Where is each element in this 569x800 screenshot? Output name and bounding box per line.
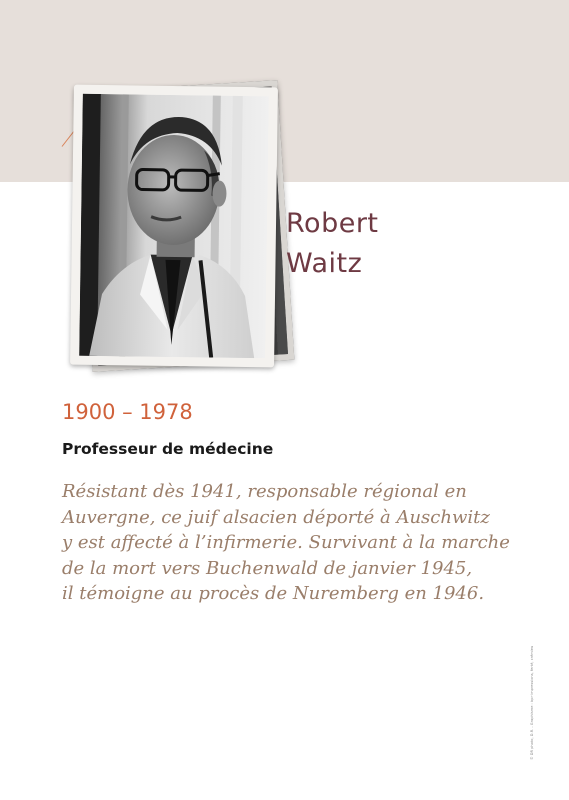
- profession: Professeur de médecine: [62, 440, 274, 458]
- photo-credit: © DR photo, D.R. - Graphisme : bpr·impressions, ferté, crémieu: [530, 645, 534, 760]
- bio-line: Résistant dès 1941, responsable régional en: [62, 481, 467, 502]
- life-dates: 1900 – 1978: [62, 400, 193, 424]
- last-name: Waitz: [286, 248, 363, 279]
- bio-line: Auvergne, ce juif alsacien déporté à Auschwitz: [62, 506, 490, 528]
- portrait-photo-icon: [79, 94, 269, 359]
- bio-line: il témoigne au procès de Nuremberg en 1946.: [62, 583, 485, 605]
- bio-line: y est affecté à l’infirmerie. Survivant à la marche: [62, 532, 510, 554]
- photo-stack: [72, 80, 282, 365]
- person-name: [286, 204, 379, 284]
- portrait-photo: [70, 85, 278, 368]
- first-name: Robert: [286, 208, 379, 239]
- bio-line: de la mort vers Buchenwald de janvier 1945,: [62, 557, 473, 579]
- biography: [62, 479, 522, 607]
